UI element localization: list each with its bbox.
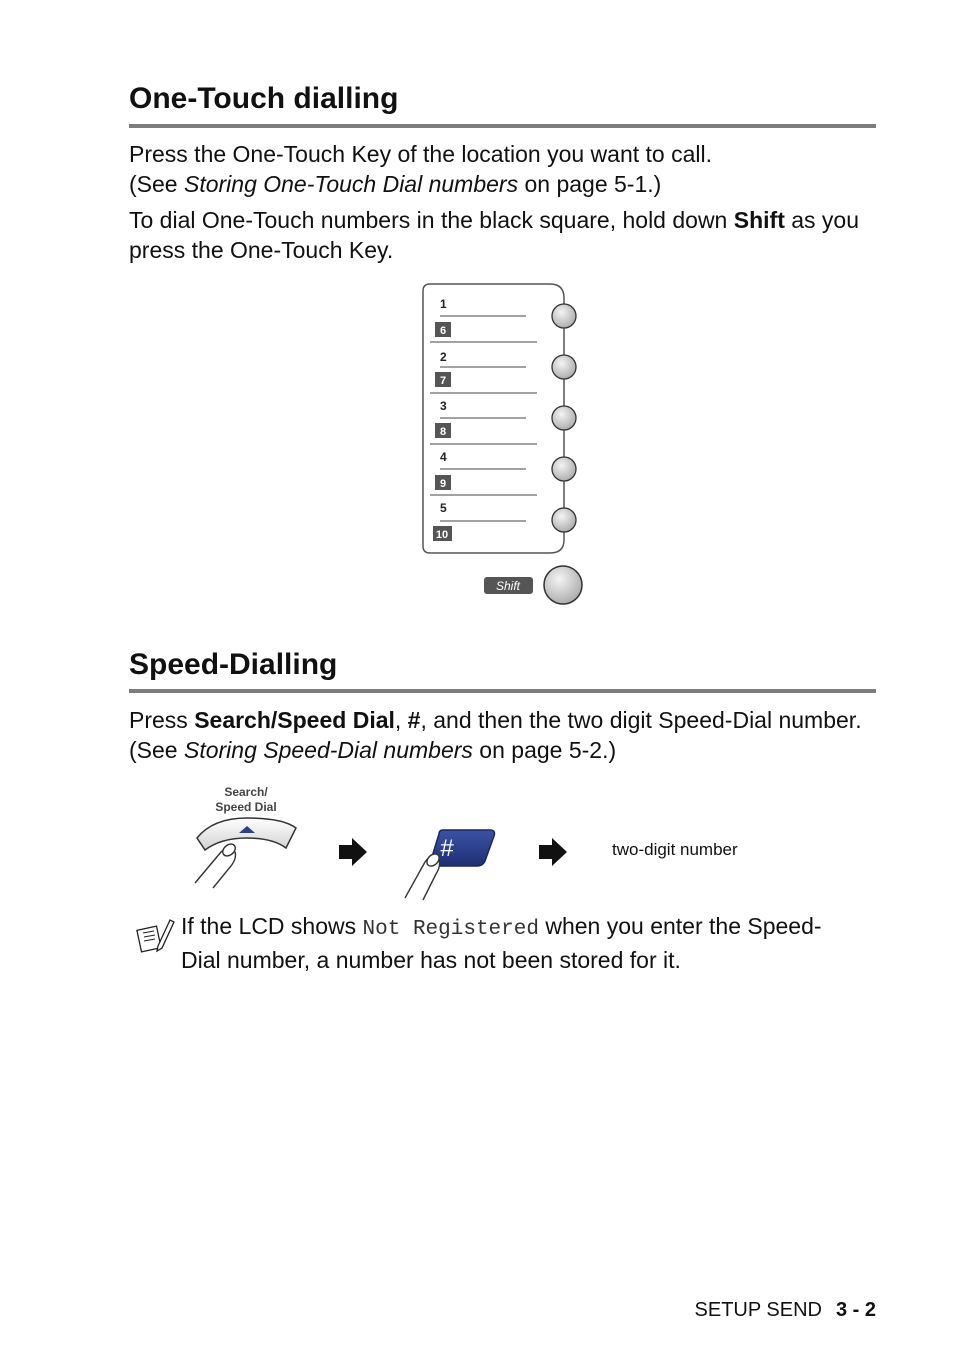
- two-digit-number-label: two-digit number: [612, 840, 738, 859]
- key-number-4: 4: [440, 450, 447, 464]
- heading-rule: [129, 689, 876, 693]
- speed-dial-sequence-illustration: [185, 780, 775, 905]
- shift-instruction-tail: as you press the One-Touch Key.: [129, 207, 860, 263]
- shift-key: [484, 566, 582, 604]
- one-touch-instruction-line1: Press the One-Touch Key of the location you want to call.: [129, 141, 712, 167]
- note-text-end: when you enter the Speed-Dial number, a number has not been stored for it.: [181, 913, 822, 973]
- note-pencil-icon: [134, 916, 176, 958]
- shift-instruction-text: To dial One-Touch numbers in the black square, hold down: [129, 207, 734, 233]
- reference-storing-speed-dial: Storing Speed-Dial numbers: [183, 737, 473, 763]
- press-text: Press: [129, 707, 195, 733]
- key-number-2: 2: [440, 350, 447, 364]
- one-touch-button-1: [552, 304, 576, 328]
- note-text: [181, 911, 861, 975]
- arrow-right-icon: [339, 838, 367, 866]
- shift-instruction: [129, 205, 889, 265]
- comma-text: ,: [394, 707, 408, 733]
- heading-rule: [129, 124, 876, 128]
- key-number-8: 8: [439, 426, 447, 438]
- key-number-3: 3: [440, 399, 447, 413]
- one-touch-button-2: [552, 355, 576, 379]
- arrow-right-icon: [539, 838, 567, 866]
- one-touch-button-5: [552, 508, 576, 532]
- page-number: 3 - 2: [835, 1299, 876, 1321]
- page-reference: on page 5-2.): [472, 737, 617, 763]
- hash-key-label: #: [440, 835, 454, 862]
- heading-one-touch-dialling: One-Touch dialling: [129, 82, 399, 115]
- finger-icon: [405, 852, 441, 900]
- shift-key-name: Shift: [733, 207, 785, 233]
- footer-section: SETUP SEND: [694, 1299, 822, 1321]
- finger-icon: [195, 842, 238, 888]
- key-number-1: 1: [440, 297, 447, 311]
- one-touch-button-4: [552, 457, 576, 481]
- speed-dial-instruction-text: , and then the two digit Speed-Dial number. (See: [129, 707, 862, 763]
- search-key-label-line2: Speed Dial: [215, 800, 277, 814]
- note-text-start: If the LCD shows: [181, 913, 363, 939]
- hash-key: [405, 830, 495, 900]
- key-number-5: 5: [440, 501, 447, 515]
- shift-button: [544, 566, 582, 604]
- search-key-label-line1: Search/: [224, 785, 268, 799]
- speed-dial-instruction: [129, 705, 889, 765]
- see-text: (See: [129, 171, 184, 197]
- hash-key-name: #: [407, 707, 421, 733]
- one-touch-instruction: [129, 139, 889, 199]
- key-number-6: 6: [439, 325, 447, 337]
- key-number-7: 7: [439, 375, 447, 387]
- shift-label: Shift: [495, 579, 521, 593]
- one-touch-keypad-illustration: [410, 280, 600, 610]
- lcd-message: Not Registered: [362, 918, 539, 941]
- key-number-10: 10: [435, 529, 449, 541]
- search-speed-dial-key: [195, 785, 296, 888]
- one-touch-button-3: [552, 406, 576, 430]
- key-number-9: 9: [439, 478, 447, 490]
- search-speed-dial-key-name: Search/Speed Dial: [194, 707, 395, 733]
- page-footer: [695, 1299, 876, 1322]
- page-reference: on page 5-1.): [518, 171, 662, 197]
- heading-speed-dialling: Speed-Dialling: [129, 648, 338, 681]
- reference-storing-one-touch: Storing One-Touch Dial numbers: [183, 171, 519, 197]
